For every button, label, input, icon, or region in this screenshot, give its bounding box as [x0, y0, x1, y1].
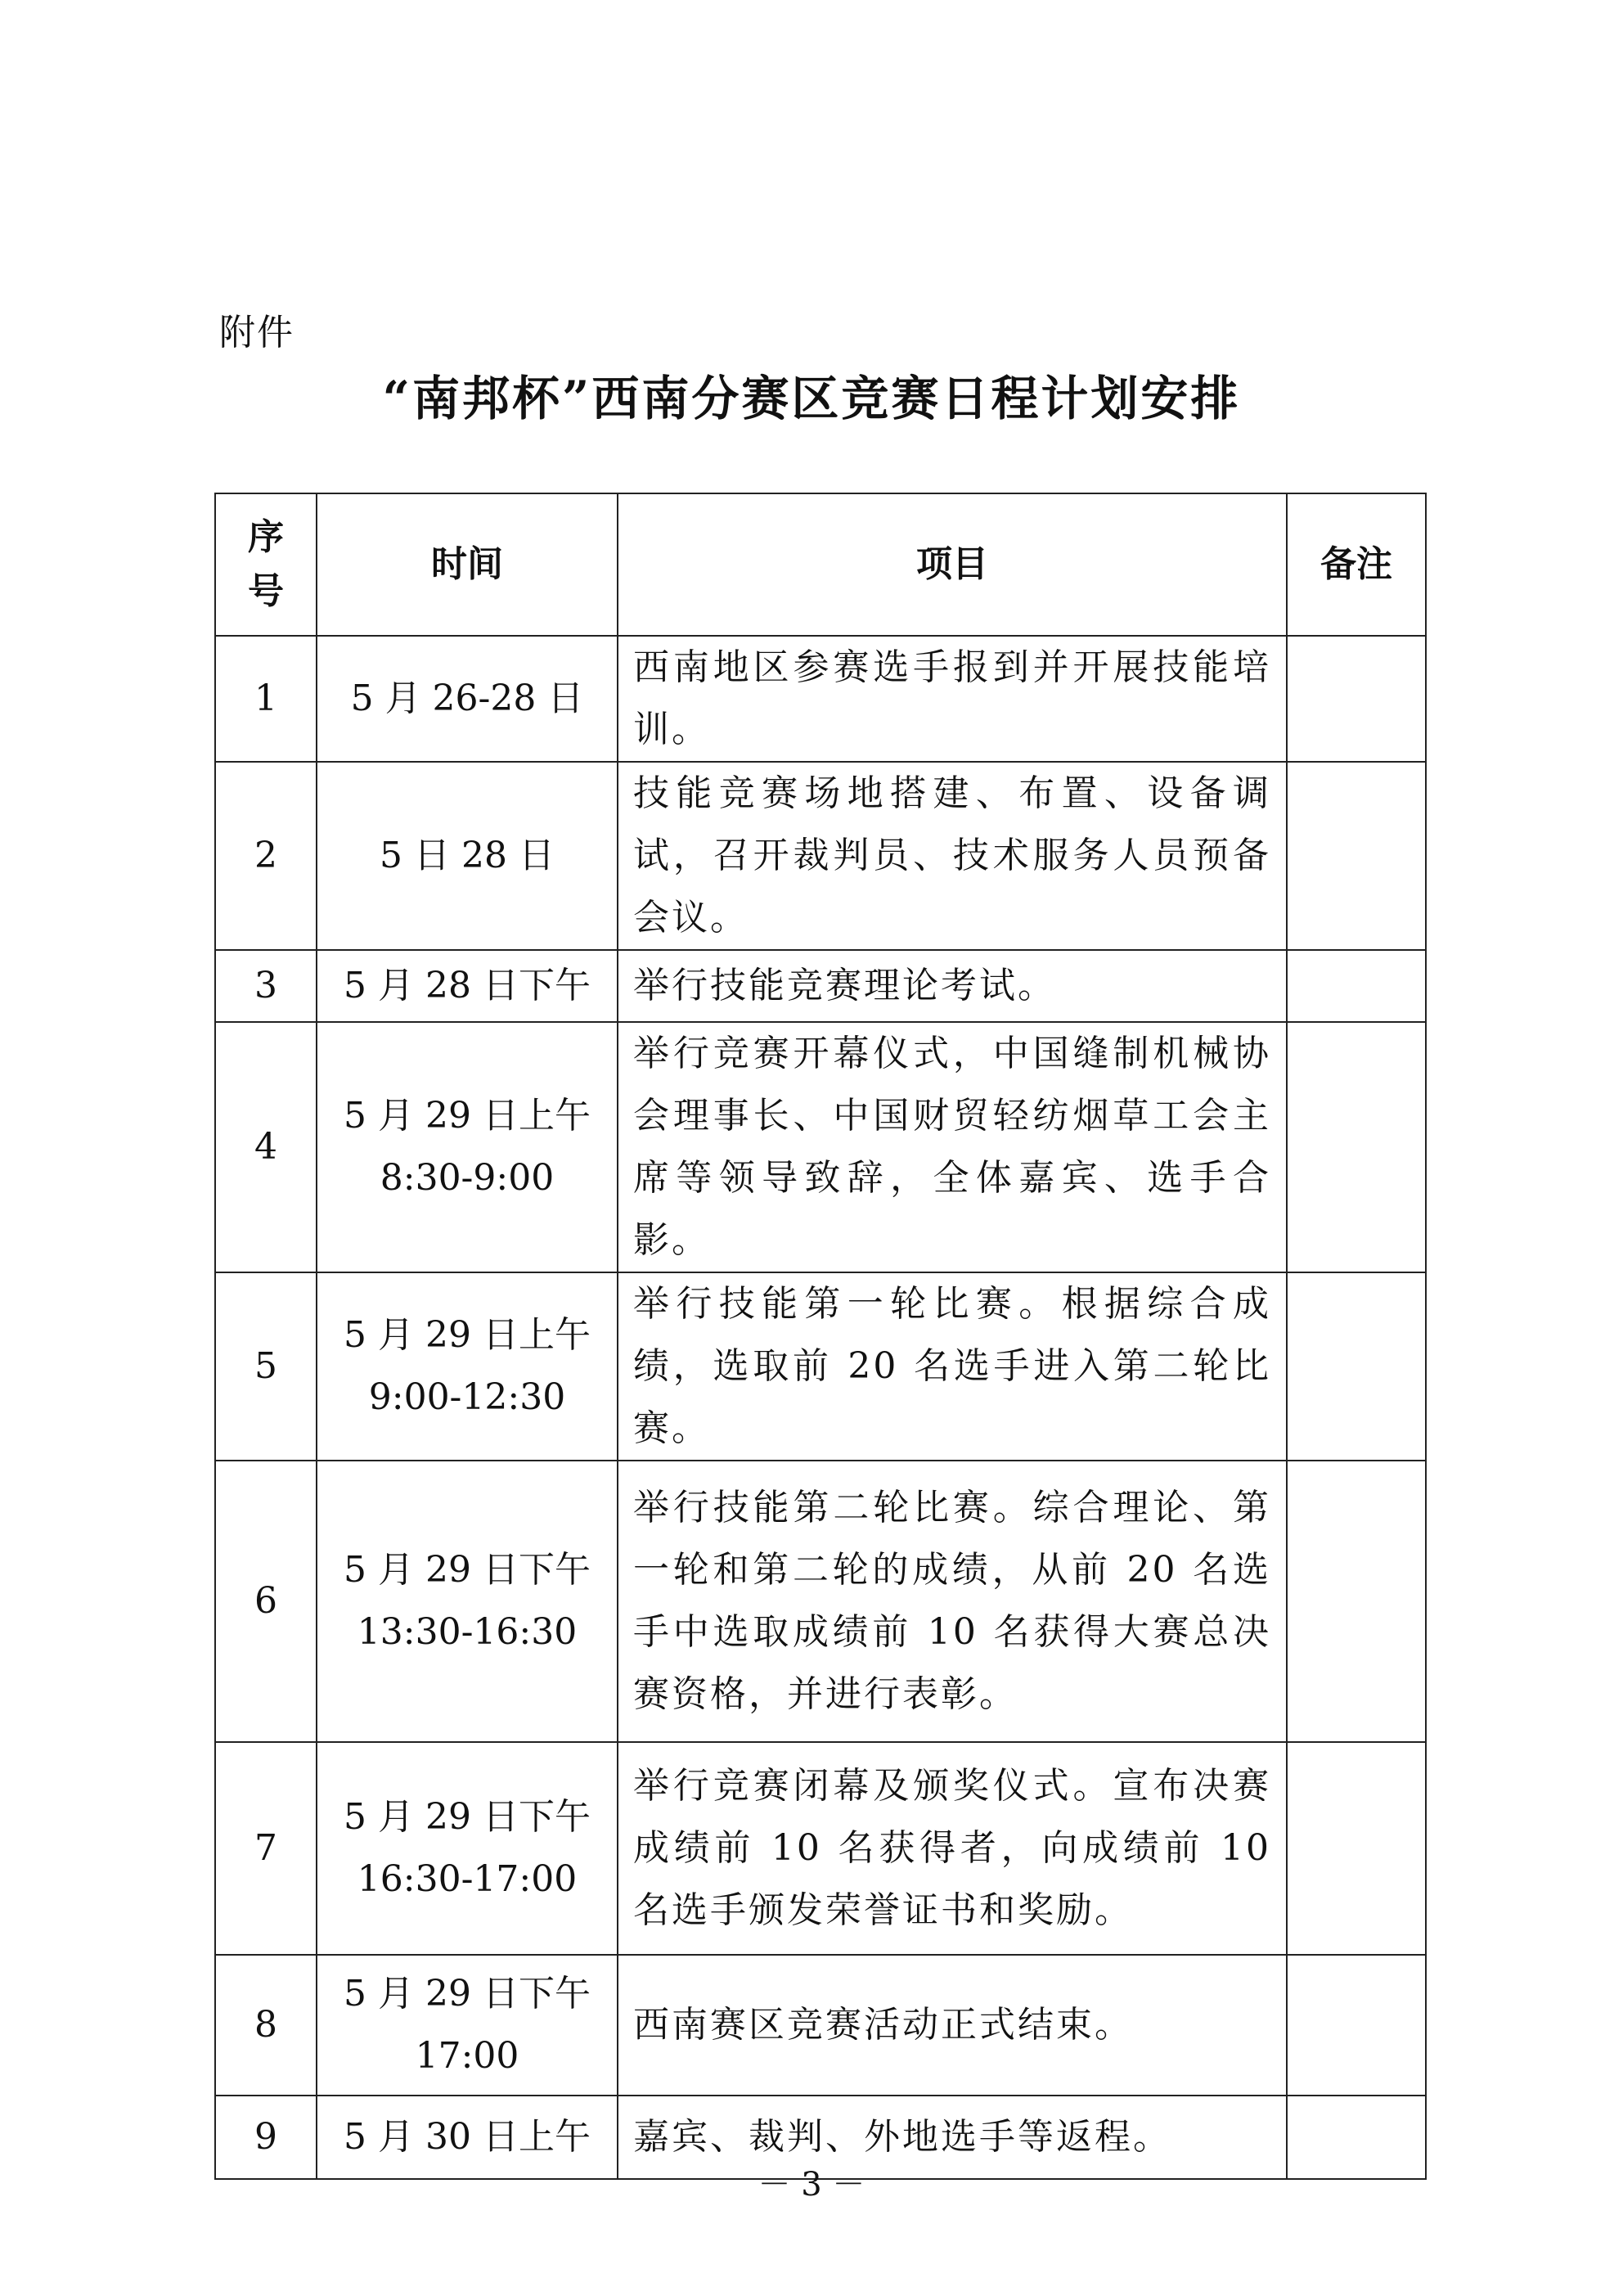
row-time [317, 1742, 618, 1955]
row-time-line: 5 月 29 日下午 [344, 1549, 591, 1591]
row-time-line: 13:30-16:30 [357, 1611, 578, 1653]
row-time [317, 1022, 618, 1272]
table-row [215, 1022, 1426, 1272]
row-time-line: 5 月 29 日上午 [344, 1095, 591, 1137]
schedule-body [215, 636, 1426, 2179]
row-item: 举行竞赛开幕仪式，中国缝制机械协会理事长、中国财贸轻纺烟草工会主席等领导致辞，全体嘉宾、选手合影。 [618, 1022, 1287, 1272]
row-time [317, 950, 618, 1022]
table-row [215, 762, 1426, 950]
row-time-line: 5 月 29 日下午 [344, 1973, 591, 2015]
row-item: 嘉宾、裁判、外地选手等返程。 [618, 2096, 1287, 2179]
page-number: － 3 － [758, 2166, 865, 2204]
row-note [1287, 1272, 1426, 1461]
row-item: 举行竞赛闭幕及颁奖仪式。宣布决赛成绩前 10 名获得者，向成绩前 10 名选手颁发荣誉证书和奖励。 [618, 1742, 1287, 1955]
row-num: 7 [215, 1742, 317, 1955]
row-num: 8 [215, 1955, 317, 2096]
header-time: 时间 [317, 493, 618, 636]
row-note [1287, 950, 1426, 1022]
row-item: 西南地区参赛选手报到并开展技能培训。 [618, 636, 1287, 762]
table-row [215, 950, 1426, 1022]
row-note [1287, 636, 1426, 762]
row-time [317, 1955, 618, 2096]
row-time-line: 5 月 26-28 日 [350, 678, 584, 719]
row-time-line: 9:00-12:30 [368, 1376, 566, 1418]
row-note [1287, 1022, 1426, 1272]
row-time-line: 5 月 30 日上午 [344, 2116, 591, 2158]
row-time [317, 636, 618, 762]
row-time [317, 762, 618, 950]
table-row [215, 636, 1426, 762]
row-note [1287, 762, 1426, 950]
row-num: 2 [215, 762, 317, 950]
row-note [1287, 1955, 1426, 2096]
row-time-line: 5 月 29 日下午 [344, 1796, 591, 1838]
row-num: 9 [215, 2096, 317, 2179]
row-time-line: 8:30-9:00 [380, 1157, 555, 1199]
row-num: 4 [215, 1022, 317, 1272]
schedule-table [214, 493, 1427, 2180]
row-item: 西南赛区竞赛活动正式结束。 [618, 1955, 1287, 2096]
attachment-label: 附件 [219, 312, 294, 353]
header-num [215, 493, 317, 636]
row-time-line: 16:30-17:00 [357, 1858, 578, 1900]
table-row [215, 1461, 1426, 1742]
row-time-line: 17:00 [415, 2035, 519, 2077]
row-num: 3 [215, 950, 317, 1022]
row-num: 5 [215, 1272, 317, 1461]
row-time-line: 5 日 28 日 [380, 835, 555, 876]
row-note [1287, 1742, 1426, 1955]
table-header-row [215, 493, 1426, 636]
row-time-line: 5 月 28 日下午 [344, 965, 591, 1006]
row-item: 技能竞赛场地搭建、布置、设备调试，召开裁判员、技术服务人员预备会议。 [618, 762, 1287, 950]
row-time-line: 5 月 29 日上午 [344, 1314, 591, 1356]
header-note: 备注 [1287, 493, 1426, 636]
table-row [215, 1955, 1426, 2096]
header-item: 项目 [618, 493, 1287, 636]
row-time [317, 1461, 618, 1742]
row-item: 举行技能竞赛理论考试。 [618, 950, 1287, 1022]
row-num: 1 [215, 636, 317, 762]
header-num-label: 序号 [248, 516, 284, 612]
table-row [215, 1742, 1426, 1955]
row-time [317, 1272, 618, 1461]
row-num: 6 [215, 1461, 317, 1742]
row-note [1287, 1461, 1426, 1742]
row-item: 举行技能第二轮比赛。综合理论、第一轮和第二轮的成绩，从前 20 名选手中选取成绩前 10 名获得大赛总决赛资格，并进行表彰。 [618, 1461, 1287, 1742]
document-title: “南邦杯”西南分赛区竞赛日程计划安排 [382, 371, 1241, 426]
row-item: 举行技能第一轮比赛。根据综合成绩，选取前 20 名选手进入第二轮比赛。 [618, 1272, 1287, 1461]
table-row [215, 1272, 1426, 1461]
